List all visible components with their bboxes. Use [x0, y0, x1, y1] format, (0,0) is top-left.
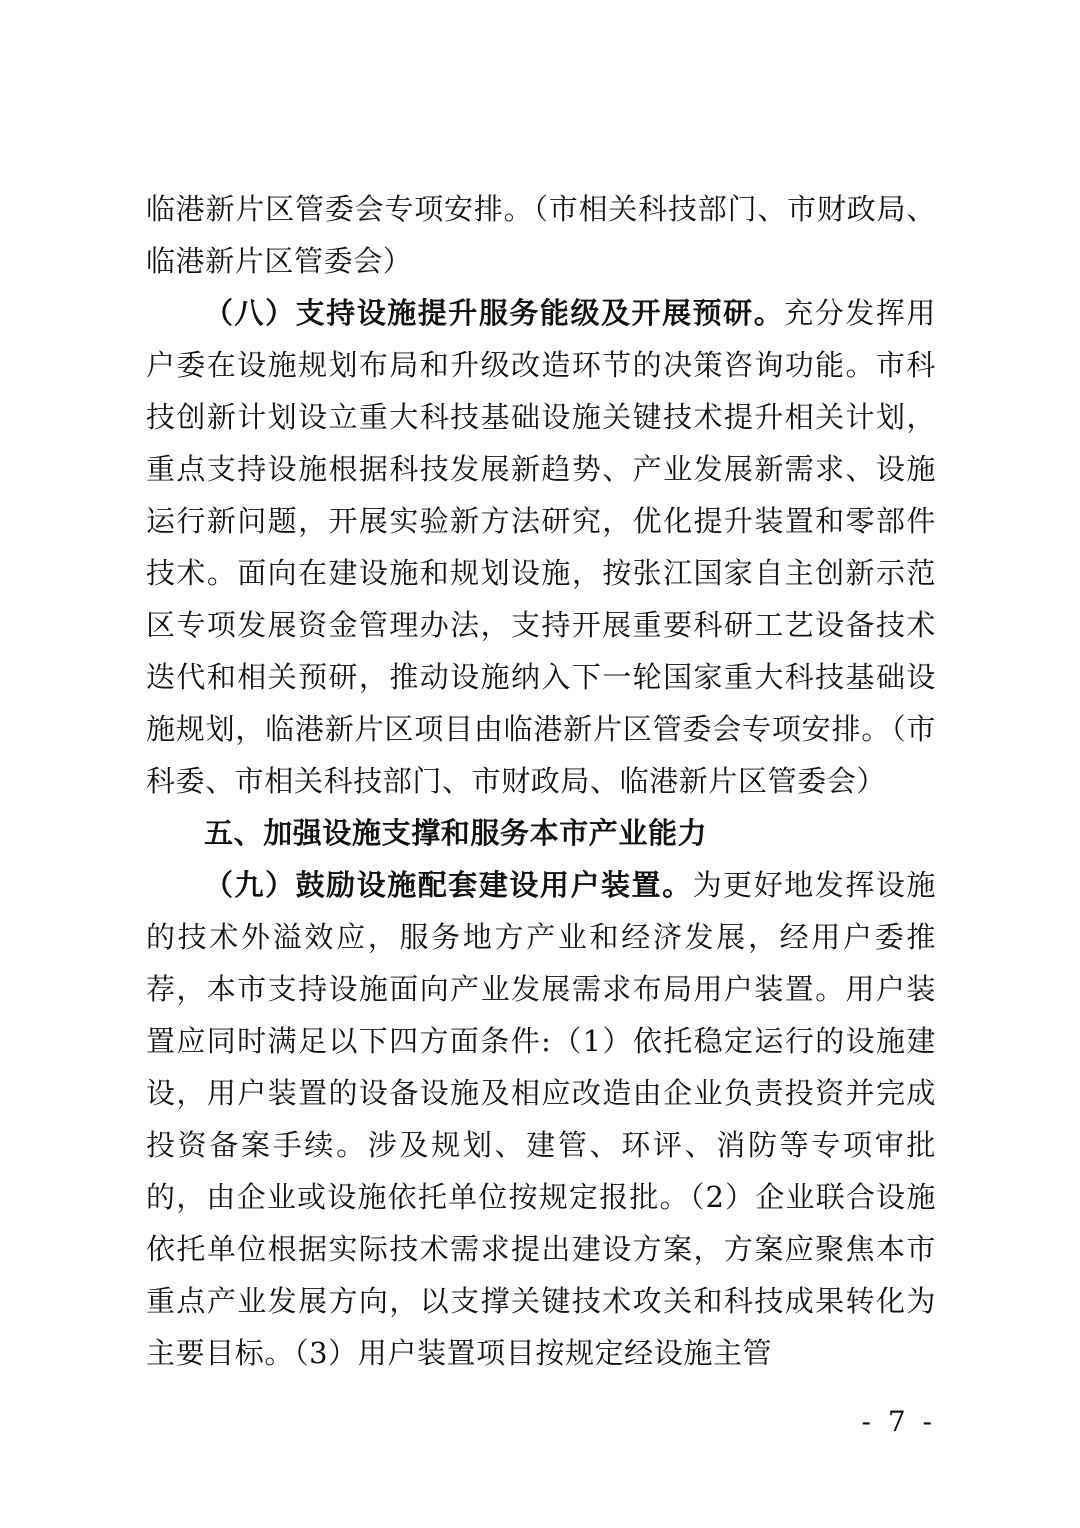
paragraph-continuation: [146, 183, 936, 287]
paragraph-item-9: [146, 859, 936, 1379]
paragraph-item-8: [146, 287, 936, 807]
paragraph-text: 为更好地发挥设施的技术外溢效应，服务地方产业和经济发展，经用户委推荐，本市支持设施面向产业发展需求布局用户装置。用户装置应同时满足以下四方面条件:（1）依托稳定运行的设施建设，用户装置的设备设施及相应改造由企业负责投资并完成投资备案手续。涉及规划、建管、环评、消防等专项审批的，由企业或设施依托单位按规定报批。（2）企业联合设施依托单位根据实际技术需求提出建设方案，方案应聚焦本市重点产业发展方向，以支撑关键技术攻关和科技成果转化为主要目标。（3）用户装置项目按规定经设施主管: [146, 868, 936, 1370]
item-heading: （八）支持设施提升服务能级及开展预研。: [204, 296, 785, 330]
paragraph-text: 充分发挥用户委在设施规划布局和升级改造环节的决策咨询功能。市科技创新计划设立重大科技基础设施关键技术提升相关计划，重点支持设施根据科技发展新趋势、产业发展新需求、设施运行新问题，开展实验新方法研究，优化提升装置和零部件技术。面向在建设施和规划设施，按张江国家自主创新示范区专项发展资金管理办法，支持开展重要科研工艺设备技术迭代和相关预研，推动设施纳入下一轮国家重大科技基础设施规划，临港新片区项目由临港新片区管委会专项安排。（市科委、市相关科技部门、市财政局、临港新片区管委会）: [146, 296, 936, 798]
paragraph-text: 临港新片区管委会专项安排。（市相关科技部门、市财政局、临港新片区管委会）: [146, 192, 936, 278]
page-number: - 7 -: [861, 1405, 936, 1438]
section-heading: 五、加强设施支撑和服务本市产业能力: [204, 816, 708, 850]
item-heading: （九）鼓励设施配套建设用户装置。: [204, 868, 693, 902]
document-body: [146, 183, 936, 1379]
